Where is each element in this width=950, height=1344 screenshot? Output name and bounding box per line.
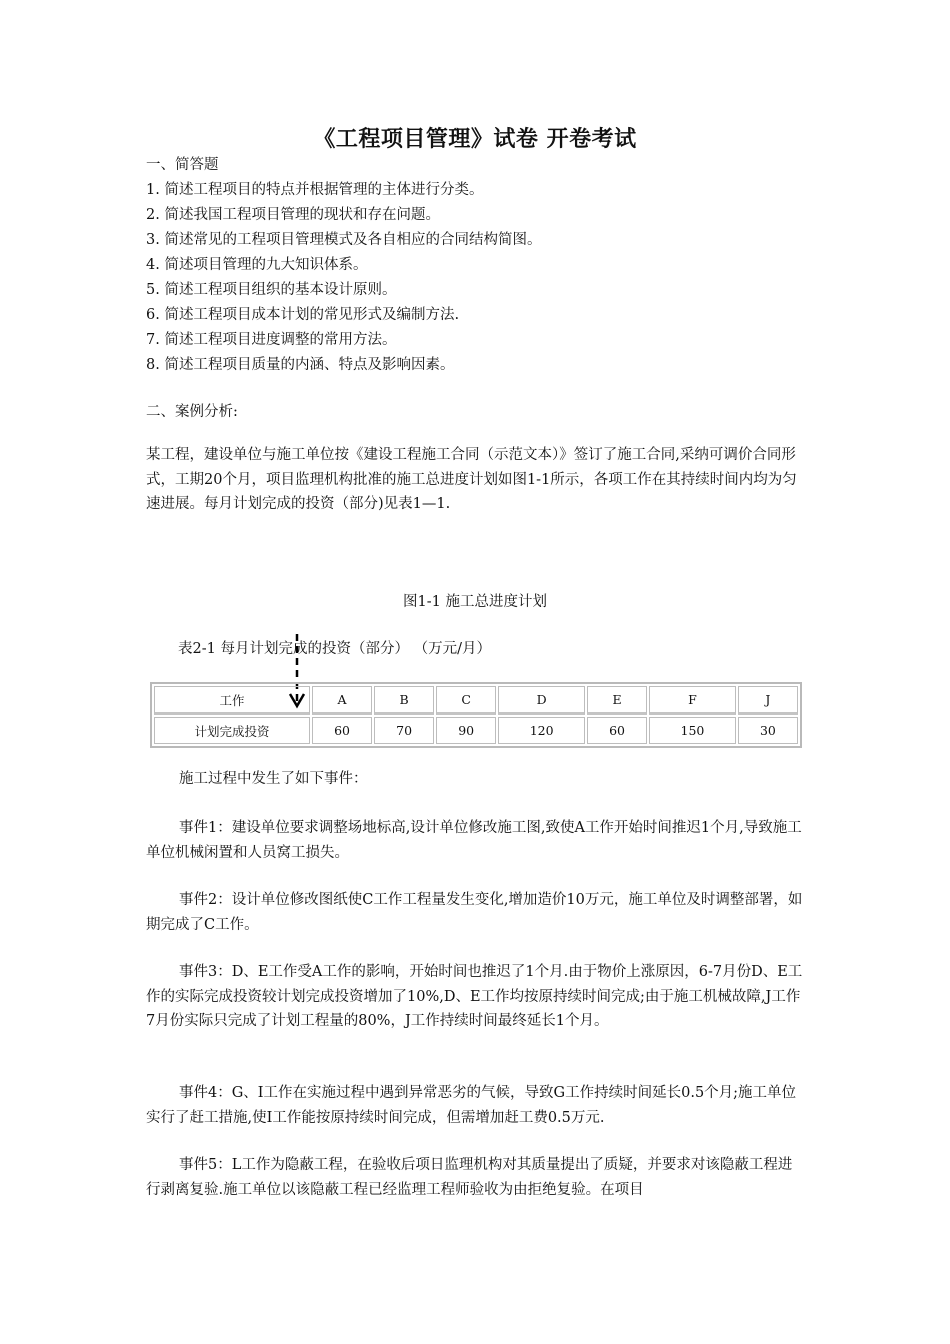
- page-title: 《工程项目管理》试卷 开卷考试: [313, 127, 637, 152]
- table-header-cell: B: [374, 686, 434, 715]
- table-cell: 120: [498, 717, 585, 744]
- question-item: 5. 简述工程项目组织的基本设计原则。: [146, 282, 397, 298]
- table-row: [154, 717, 798, 744]
- table-header-cell: 工作: [154, 686, 310, 715]
- figure-caption: 图1-1 施工总进度计划: [403, 594, 547, 610]
- table-header-cell: E: [587, 686, 647, 715]
- table-caption: 表2-1 每月计划完成的投资（部分） （万元/月）: [178, 641, 491, 657]
- event-paragraph: 事件5：L工作为隐蔽工程，在验收后项日监理机构对其质量提出了质疑，并要求对该隐蔽工程进行剥离复验.施工单位以该隐蔽工程已经监理工程师验收为由拒绝复验。在项目: [146, 1157, 793, 1198]
- question-item: 4. 简述项目管理的九大知识体系。: [146, 257, 368, 273]
- question-item: 6. 简述工程项目成本计划的常见形式及编制方法.: [146, 307, 460, 323]
- events-intro: 施工过程中发生了如下事件：: [179, 771, 368, 787]
- question-item: 7. 简述工程项目进度调整的常用方法。: [146, 332, 397, 348]
- event-paragraph: 事件3：D、E工作受A工作的影响，开始时间也推迟了1个月.由于物价上涨原因，6-7月份D、E工作的实际完成投资较计划完成投资增加了10%,D、E工作均按原持续时间完成;由于施工机械故障,J工作7月份实际只完成了计划工程量的80%，J工作持续时间最终延长1个月。: [146, 964, 803, 1029]
- event-paragraph: 事件2：设计单位修改图纸使C工作工程量发生变化,增加造价10万元，施工单位及时调整部署，如期完成了C工作。: [146, 892, 803, 933]
- question-item: 3. 简述常见的工程项目管理模式及各自相应的合同结构简图。: [146, 232, 542, 248]
- table-header-row: [154, 686, 798, 715]
- table-header-cell: A: [312, 686, 372, 715]
- event-paragraph: 事件4：G、I工作在实施过程中遇到异常恶劣的气候，导致G工作持续时间延长0.5个月;施工单位实行了赶工措施,使I工作能按原持续时间完成，但需增加赶工费0.5万元.: [146, 1085, 797, 1126]
- question-item: 1. 简述工程项目的特点并根据管理的主体进行分类。: [146, 182, 484, 198]
- table-cell: 70: [374, 717, 434, 744]
- section-heading-short-answer: 一、简答题: [146, 157, 219, 173]
- question-item: 2. 简述我国工程项目管理的现状和存在问题。: [146, 207, 440, 223]
- question-item: 8. 简述工程项目质量的内涵、特点及影响因素。: [146, 357, 455, 373]
- table-cell: 90: [436, 717, 496, 744]
- investment-table: [150, 682, 802, 748]
- table-cell: 30: [738, 717, 798, 744]
- table-header-cell: F: [649, 686, 736, 715]
- table-header-cell: D: [498, 686, 585, 715]
- table-cell: 计划完成投资: [154, 717, 310, 744]
- table-cell: 60: [312, 717, 372, 744]
- table-header-cell: J: [738, 686, 798, 715]
- section-heading-case-analysis: 二、案例分析:: [146, 404, 238, 420]
- table-cell: 150: [649, 717, 736, 744]
- event-paragraph: 事件1：建设单位要求调整场地标高,设计单位修改施工图,致使A工作开始时间推迟1个月,导致施工单位机械闲置和人员窝工损失。: [146, 820, 802, 861]
- table-header-cell: C: [436, 686, 496, 715]
- case-intro-paragraph: 某工程，建设单位与施工单位按《建设工程施工合同（示范文本）》签订了施工合同,采纳可调价合同形式，工期20个月，项目监理机构批准的施工总进度计划如图1-1所示，各项工作在其持续时间内均为匀速进展。每月计划完成的投资（部分)见表1—1.: [146, 447, 797, 512]
- table-cell: 60: [587, 717, 647, 744]
